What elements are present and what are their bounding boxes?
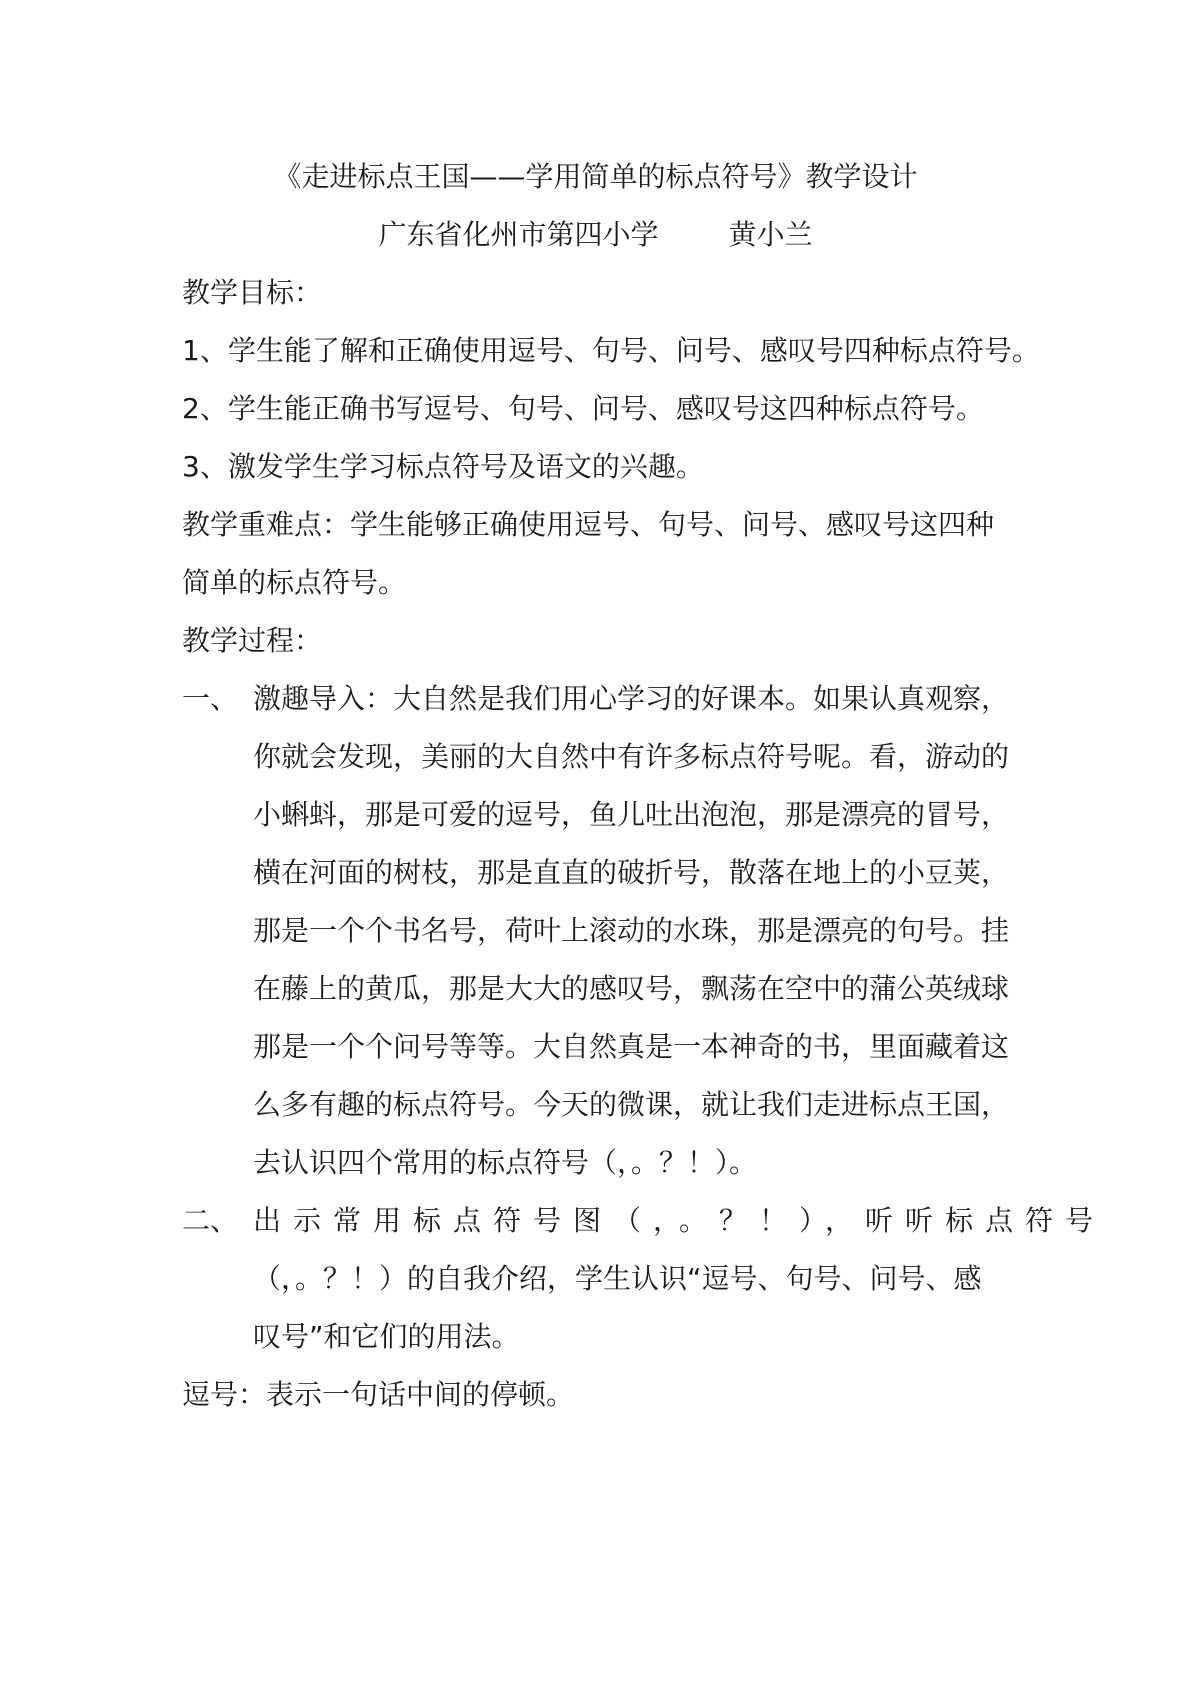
section-one-text: 小蝌蚪，那是可爱的逗号，鱼儿吐出泡泡，那是漂亮的冒号， xyxy=(253,798,1010,831)
author-name: 黄小兰 xyxy=(728,218,813,251)
objective-item: 3、激发学生学习标点符号及语文的兴趣。 xyxy=(182,450,704,483)
comma-definition: 逗号：表示一句话中间的停顿。 xyxy=(182,1378,575,1411)
section-two-text: 叹号”和它们的用法。 xyxy=(253,1320,520,1353)
section-one-marker: 一、 xyxy=(182,682,239,715)
section-two-text: 出示常用标点符号图（，。？！），听听标点符号 xyxy=(253,1204,1106,1237)
section-two-text: （，。？！）的自我介绍，学生认识“逗号、句号、问号、感 xyxy=(253,1262,982,1295)
section-one-text: 你就会发现，美丽的大自然中有许多标点符号呢。看，游动的 xyxy=(253,740,1010,773)
section-one-text: 激趣导入：大自然是我们用心学习的好课本。如果认真观察， xyxy=(253,682,1010,715)
section-one-text: 横在河面的树枝，那是直直的破折号，散落在地上的小豆荚， xyxy=(253,856,1010,889)
objective-item: 1、学生能了解和正确使用逗号、句号、问号、感叹号四种标点符号。 xyxy=(182,334,1040,367)
document-title: 《走进标点王国——学用简单的标点符号》教学设计 xyxy=(273,160,918,193)
section-two-marker: 二、 xyxy=(182,1204,239,1237)
section-one-text: 去认识四个常用的标点符号（，。？！）。 xyxy=(253,1146,758,1179)
author-line xyxy=(0,215,1191,255)
section-one-text: 么多有趣的标点符号。今天的微课，就让我们走进标点王国， xyxy=(253,1088,1010,1121)
section-one-text: 那是一个个问号等等。大自然真是一本神奇的书，里面藏着这 xyxy=(253,1030,1010,1063)
process-heading: 教学过程： xyxy=(182,624,323,657)
objective-item: 2、学生能正确书写逗号、句号、问号、感叹号这四种标点符号。 xyxy=(182,392,984,425)
key-points-line: 教学重难点：学生能够正确使用逗号、句号、问号、感叹号这四种 xyxy=(182,508,995,541)
school-name: 广东省化州市第四小学 xyxy=(378,218,659,251)
section-one-text: 那是一个个书名号，荷叶上滚动的水珠，那是漂亮的句号。挂 xyxy=(253,914,1010,947)
section-one-text: 在藤上的黄瓜，那是大大的感叹号，飘荡在空中的蒲公英绒球 xyxy=(253,972,1010,1005)
key-points-line: 简单的标点符号。 xyxy=(182,566,407,599)
objectives-heading: 教学目标： xyxy=(182,276,323,309)
